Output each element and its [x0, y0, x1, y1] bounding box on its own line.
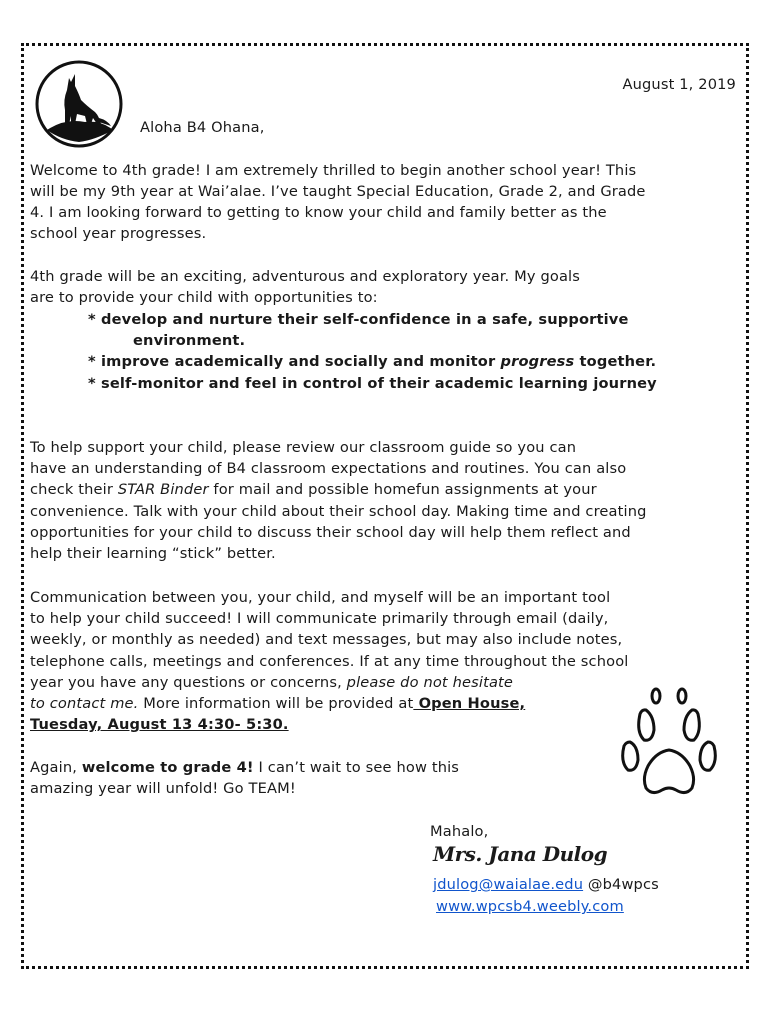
closing-line: Again, welcome to grade 4! I can’t wait to see how this	[30, 759, 460, 776]
communication-line: telephone calls, meetings and conferences. If at any time throughout the school	[30, 653, 629, 670]
website-link[interactable]: www.wpcsb4.weebly.com	[436, 898, 624, 915]
closing-line: amazing year will unfold! Go TEAM!	[30, 780, 296, 797]
email-link[interactable]: jdulog@waialae.edu	[433, 876, 584, 893]
open-house-date: Tuesday, August 13 4:30- 5:30.	[30, 716, 289, 733]
goal-item: * self-monitor and feel in control of their academic learning journey	[88, 375, 657, 392]
howling-wolf-logo-icon	[35, 60, 123, 148]
support-line: have an understanding of B4 classroom expectations and routines. You can also	[30, 460, 627, 477]
paw-print-icon	[616, 684, 722, 800]
support-line: check their STAR Binder for mail and possible homefun assignments at your	[30, 481, 597, 498]
support-line: help their learning “stick” better.	[30, 545, 276, 562]
communication-line: year you have any questions or concerns, please do not hesitate	[30, 674, 514, 691]
social-handle: @b4wpcs	[583, 876, 659, 893]
mahalo: Mahalo,	[430, 823, 489, 840]
goals-line: are to provide your child with opportunities to:	[30, 289, 378, 306]
goals-line: 4th grade will be an exciting, adventurous and exploratory year. My goals	[30, 268, 580, 285]
open-house-text: Open House,	[413, 695, 526, 712]
intro-line: 4. I am looking forward to getting to know your child and family better as the	[30, 204, 607, 221]
contact-line	[433, 874, 659, 895]
communication-line: to help your child succeed! I will communicate primarily through email (daily,	[30, 610, 609, 627]
support-line: opportunities for your child to discuss their school day will help them reflect and	[30, 524, 631, 541]
support-line: convenience. Talk with your child about their school day. Making time and creating	[30, 503, 647, 520]
letter-date: August 1, 2019	[622, 76, 736, 93]
intro-line: Welcome to 4th grade! I am extremely thrilled to begin another school year! This	[30, 162, 637, 179]
communication-line: Communication between you, your child, and myself will be an important tool	[30, 589, 611, 606]
greeting: Aloha B4 Ohana,	[140, 119, 265, 136]
intro-line: school year progresses.	[30, 225, 207, 242]
communication-line: to contact me. More information will be provided at Open House,	[30, 695, 526, 712]
signature: Mrs. Jana Dulog	[433, 842, 608, 866]
goal-item: * develop and nurture their self-confidence in a safe, supportive	[88, 311, 629, 328]
support-line: To help support your child, please review our classroom guide so you can	[30, 439, 577, 456]
intro-line: will be my 9th year at Wai’alae. I’ve taught Special Education, Grade 2, and Grade	[30, 183, 646, 200]
goal-item: * improve academically and socially and monitor progress together.	[88, 353, 657, 370]
goal-item-continuation: environment.	[133, 332, 246, 349]
communication-line: weekly, or monthly as needed) and text messages, but may also include notes,	[30, 631, 623, 648]
